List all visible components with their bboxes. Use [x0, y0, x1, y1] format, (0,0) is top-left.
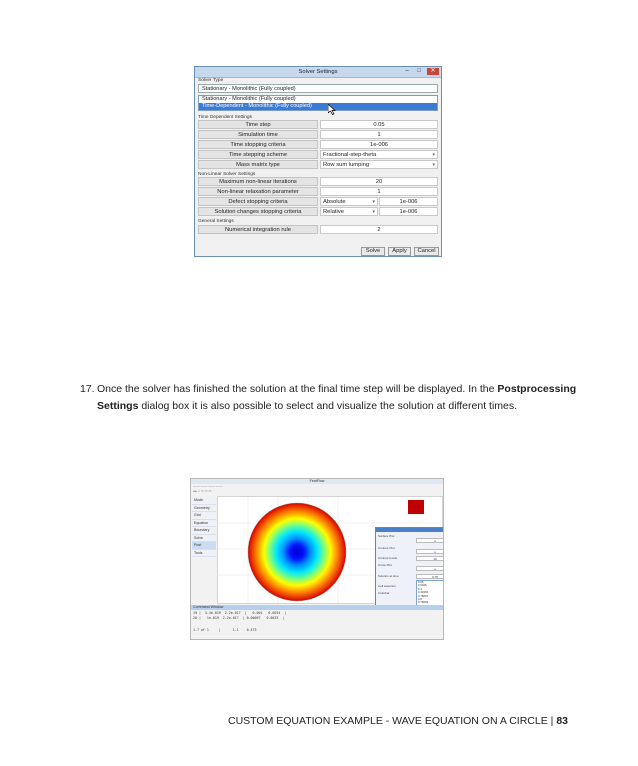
solver-type-label: Solver Type [198, 78, 224, 83]
command-window-header: Command Window [191, 605, 443, 610]
status-bar: 1.7 of 1 | 1.1 0.473 [193, 628, 257, 632]
time-list-item[interactable]: 0.78063 [418, 600, 429, 605]
time-step-label: Time step [198, 120, 318, 129]
sidebar-item-tools[interactable]: Tools [192, 550, 216, 558]
integration-rule-row [198, 225, 438, 235]
solve-button[interactable]: Solve [361, 247, 385, 256]
time-scheme-select[interactable]: Fractional-step-theta ▾ [320, 150, 438, 159]
cell-selection-label: Cell selection [378, 584, 396, 588]
relaxation-row [198, 187, 438, 197]
command-line: 20 | 1e-019 2.2e-017 | 0.00097 0.0033 | [193, 616, 285, 620]
sidebar-item-post[interactable]: Post [192, 542, 216, 550]
surface-plot-label: Surface Plot [378, 534, 395, 538]
solver-option-time-dependent[interactable]: Time-Dependent - Monolithic (Fully coupled) [199, 103, 437, 110]
footer-text [228, 715, 568, 727]
time-list-item[interactable]: 0.44963 [418, 590, 429, 595]
toolbar: ◂ ▸ ⌂ ▭ ▭ ▭ [193, 489, 212, 493]
step-text-before: Once the solver has finished the solution at the final time step will be displayed. In the [97, 383, 495, 395]
time-list-item[interactable]: 0.05 [418, 580, 424, 584]
simulation-time-label: Simulation time [198, 130, 318, 139]
solution-changes-row [198, 207, 438, 217]
postprocessing-panel [375, 527, 444, 609]
footer-separator: | [550, 715, 554, 727]
time-step-field[interactable]: 0.05 [320, 120, 438, 129]
nonlinear-section-label: Non-Linear Solver Settings [198, 172, 256, 177]
mass-matrix-select[interactable]: Row sum lumping ▾ [320, 160, 438, 169]
solution-time-select[interactable]: 0.75 [416, 574, 444, 579]
contour-levels-field[interactable]: 10 [416, 556, 444, 561]
dialog-title: Solver Settings [298, 68, 338, 75]
defect-mode-select[interactable]: Absolute ▾ [320, 197, 378, 206]
app-title: FeatFlow [191, 479, 443, 484]
time-list-item[interactable]: 0.78067 [418, 593, 429, 598]
solution-changes-label: Solution changes stopping criteria [198, 207, 318, 216]
step-text-after: dialog box it is also possible to select and visualize the solution at different times. [141, 400, 518, 412]
max-iterations-row [198, 177, 438, 187]
time-list-item[interactable]: 0.1 [418, 586, 422, 591]
step-number: 17. [80, 383, 95, 395]
max-iterations-field[interactable]: 20 [320, 177, 438, 186]
sidebar-item-geometry[interactable]: Geometry [192, 505, 216, 513]
colorbar-label: Colorbar [378, 591, 390, 595]
plot-canvas[interactable] [217, 496, 443, 604]
sidebar-item-boundary[interactable]: Boundary [192, 527, 216, 535]
dialog-titlebar [195, 67, 441, 78]
time-section-label: Time Dependent Settings [198, 115, 252, 120]
contour-levels-label: Contour levels [378, 556, 398, 560]
step-text [97, 381, 579, 415]
relaxation-field[interactable]: 1 [320, 187, 438, 196]
page-footer [0, 715, 638, 729]
solver-type-select[interactable]: Stationary - Monolithic (Fully coupled) [198, 84, 438, 93]
sidebar-item-mode[interactable]: Mode [192, 497, 216, 505]
relaxation-label: Non-linear relaxation parameter [198, 187, 318, 196]
command-window-output [193, 611, 286, 621]
maximize-icon[interactable]: □ [417, 68, 421, 74]
mouse-cursor-icon [328, 104, 336, 115]
arrow-plot-label: Arrow Plot [378, 563, 392, 567]
mass-matrix-row [198, 160, 438, 170]
mode-sidebar [192, 497, 216, 557]
defect-stopping-row [198, 197, 438, 207]
apply-button[interactable]: Apply [388, 247, 411, 256]
max-iterations-label: Maximum non-linear iterations [198, 177, 318, 186]
solver-option-stationary[interactable]: Stationary - Monolithic (Fully coupled) [202, 96, 296, 102]
contour-plot-select[interactable]: u [416, 549, 444, 554]
integration-rule-label: Numerical integration rule [198, 225, 318, 234]
arrow-plot-select[interactable]: u [416, 566, 444, 571]
circle-solution-field [248, 503, 346, 601]
solver-type-dropdown [198, 95, 438, 111]
defect-value-field[interactable]: 1e-006 [379, 197, 438, 206]
contour-plot-label: Contour Plot [378, 546, 395, 550]
time-stopping-label: Time stopping criteria [198, 140, 318, 149]
close-icon[interactable]: ✕ [427, 68, 439, 75]
surface-plot-select[interactable]: u [416, 538, 444, 543]
mass-matrix-label: Mass matrix type [198, 160, 318, 169]
minimize-icon[interactable]: – [405, 68, 409, 74]
defect-stopping-label: Defect stopping criteria [198, 197, 318, 206]
simulation-time-field[interactable]: 1 [320, 130, 438, 139]
solution-time-label: Solution at time [378, 574, 399, 578]
solution-changes-mode-select[interactable]: Relative ▾ [320, 207, 378, 216]
page-number: 83 [556, 715, 568, 727]
menu-bar: ─── ─── ─── ─── [193, 484, 223, 488]
featflow-result-screenshot [190, 478, 444, 640]
time-scheme-label: Time stepping scheme [198, 150, 318, 159]
solver-settings-dialog [194, 66, 442, 257]
time-step-row [198, 120, 438, 130]
sidebar-item-equation[interactable]: Equation [192, 520, 216, 528]
simulation-time-row [198, 130, 438, 140]
time-list-item[interactable]: 0.0025 [418, 583, 427, 588]
time-stopping-field[interactable]: 1e-006 [320, 140, 438, 149]
colorbar-top [408, 500, 424, 514]
postprocessing-settings-term: Postprocessing Settings [97, 383, 577, 412]
general-section-label: General Settings [198, 219, 234, 224]
time-scheme-row [198, 150, 438, 160]
time-stopping-row [198, 140, 438, 150]
chapter-title: CUSTOM EQUATION EXAMPLE - WAVE EQUATION ON A CIRCLE [228, 715, 548, 727]
integration-rule-field[interactable]: 2 [320, 225, 438, 234]
command-line: 19 | 3.4e-019 2.2e-017 | 0.001 0.0034 | [193, 611, 287, 615]
sidebar-item-grid[interactable]: Grid [192, 512, 216, 520]
sidebar-item-solve[interactable]: Solve [192, 535, 216, 543]
postprocessing-titlebar [376, 528, 444, 532]
solution-changes-value-field[interactable]: 1e-006 [379, 207, 438, 216]
time-list-item[interactable]: 0.8 [418, 597, 422, 602]
cancel-button[interactable]: Cancel [414, 247, 439, 256]
